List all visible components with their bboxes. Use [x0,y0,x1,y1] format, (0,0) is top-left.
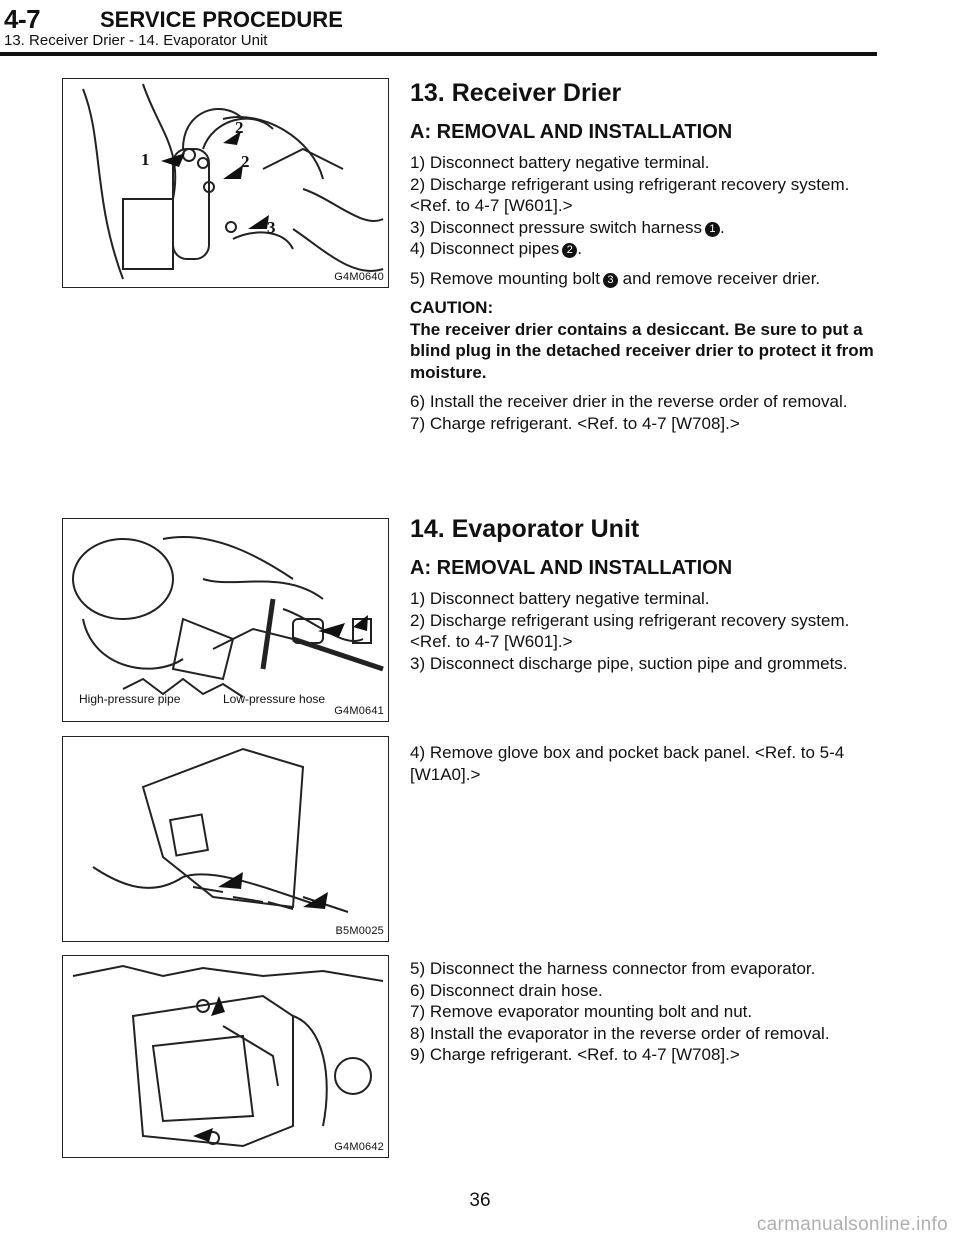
step-6: 6) Disconnect drain hose. [410,980,603,1000]
step-5 [410,268,880,290]
figure-evaporator [62,955,389,1158]
step-2: 2) Discharge refrigerant using refrigerant recovery system. [410,174,850,194]
figure-glove-box [62,736,389,942]
step-2: 2) Discharge refrigerant using refrigerant recovery system. [410,610,850,630]
step-5: 5) Disconnect the harness connector from evaporator. [410,959,816,978]
watermark: carmanualsonline.info [756,1214,948,1235]
callout-marker-2: 2 [562,243,577,258]
section-14-step-4 [410,742,880,785]
section-title: 14. Evaporator Unit [410,515,640,543]
label-low-pressure-hose: Low-pressure hose [223,692,326,706]
step-8: 8) Install the evaporator in the reverse order of removal. [410,1023,830,1043]
section-code: 4-7 [4,4,41,34]
step-1: 1) Disconnect battery negative terminal. [410,589,710,608]
callout-2a: 2 [235,118,244,137]
figure-code: G4M0642 [334,1141,384,1153]
caution-text: The receiver drier contains a desiccant. Be sure to put a blind plug in the detached receiver drier to protect it from moisture. [410,319,874,382]
figure-code: G4M0640 [334,271,384,283]
callout-2b: 2 [241,152,250,171]
step-4-text: 4) Disconnect pipes [410,239,560,258]
section-subtitle: A: REMOVAL AND INSTALLATION [410,121,733,143]
figure-code: G4M0641 [334,705,384,717]
step-1: 1) Disconnect battery negative terminal. [410,153,710,172]
section-14-steps-5-9 [410,958,880,1066]
engine-pipes-illustration [63,519,388,721]
callout-marker-3: 3 [603,273,618,288]
step-5-text: 5) Remove mounting bolt [410,268,600,288]
section-title: 13. Receiver Drier [410,79,622,107]
step-3-end: . [719,217,725,237]
step-7: 7) Charge refrigerant. <Ref. to 4-7 [W708].> [410,413,740,433]
step-4: 4) Remove glove box and pocket back panel. <Ref. to 5-4 [W1A0].> [410,743,845,784]
figure-code: B5M0025 [335,925,384,937]
label-high-pressure-pipe: High-pressure pipe [79,692,181,706]
figure-engine-pipes [62,518,389,722]
step-2-ref: <Ref. to 4-7 [W601].> [410,632,573,651]
step-3: 3) Disconnect discharge pipe, suction pipe and grommets. [410,653,848,673]
caution-heading: CAUTION: [410,298,494,317]
step-6: 6) Install the receiver drier in the reverse order of removal. [410,392,848,411]
section-14 [410,514,880,674]
step-9: 9) Charge refrigerant. <Ref. to 4-7 [W708].> [410,1045,740,1064]
page-number: 36 [469,1190,491,1211]
callout-3: 3 [267,218,276,237]
section-subtitle: A: REMOVAL AND INSTALLATION [410,557,733,579]
evaporator-illustration [63,956,388,1157]
header-rule [0,52,877,56]
figure-receiver-drier [62,78,389,288]
receiver-drier-illustration [63,79,388,287]
step-4 [410,238,880,260]
page-subheading: 13. Receiver Drier - 14. Evaporator Unit [4,32,268,49]
step-2-ref: <Ref. to 4-7 [W601].> [410,196,573,215]
glove-box-illustration [63,737,388,941]
step-5-end: and remove receiver drier. [617,268,821,288]
step-7: 7) Remove evaporator mounting bolt and nut. [410,1002,753,1021]
section-13 [410,78,880,434]
page-heading: SERVICE PROCEDURE [100,7,343,32]
callout-1: 1 [141,150,150,169]
callout-marker-1: 1 [705,222,720,237]
step-3-text: 3) Disconnect pressure switch harness [410,217,702,237]
step-4-end: . [577,239,583,258]
step-3 [410,217,880,239]
